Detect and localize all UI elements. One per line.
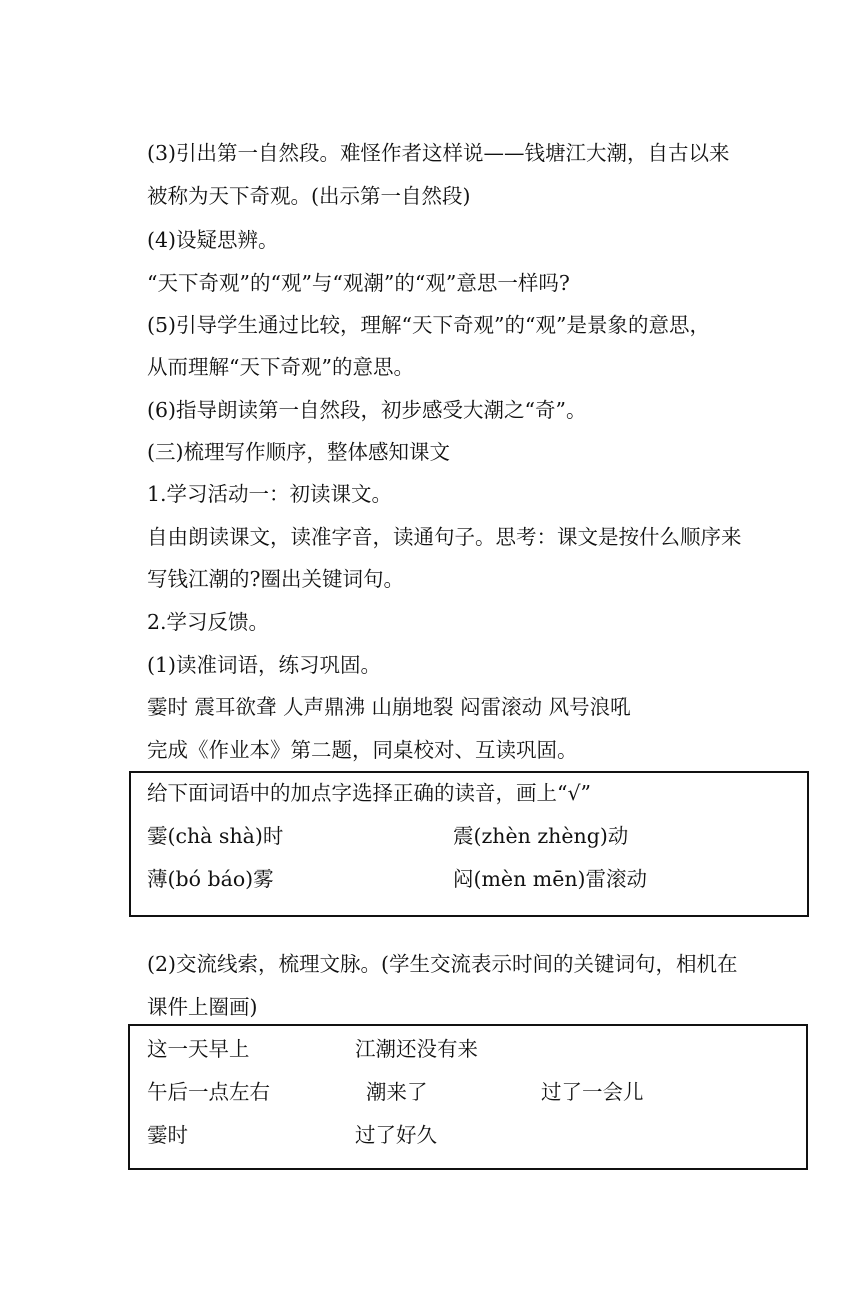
time-clue: 过了一会儿 — [541, 1080, 644, 1104]
exercise-title: 给下面词语中的加点字选择正确的读音，画上“√” — [147, 781, 592, 805]
paragraph-line: 2.学习反馈。 — [147, 610, 270, 634]
paragraph-line: (2)交流线索，梳理文脉。(学生交流表示时间的关键词句，相机在 — [147, 952, 738, 976]
paragraph-line: 课件上圈画) — [147, 995, 258, 1019]
time-clue: 潮来了 — [366, 1080, 428, 1104]
paragraph-line: (5)引导学生通过比较，理解“天下奇观”的“观”是景象的意思， — [147, 313, 710, 337]
paragraph-line: 写钱江潮的?圈出关键词句。 — [147, 567, 404, 591]
paragraph-line: (3)引出第一自然段。难怪作者这样说——钱塘江大潮，自古以来 — [147, 141, 730, 165]
paragraph-line: 从而理解“天下奇观”的意思。 — [147, 355, 414, 379]
time-clue: 过了好久 — [355, 1123, 437, 1147]
section-heading: (三)梳理写作顺序，整体感知课文 — [147, 440, 450, 464]
word-list: 霎时 震耳欲聋 人声鼎沸 山崩地裂 闷雷滚动 风号浪吼 — [147, 695, 631, 719]
time-clue: 这一天早上 — [147, 1037, 250, 1061]
paragraph-line: 完成《作业本》第二题，同桌校对、互读巩固。 — [147, 738, 578, 762]
paragraph-line: (4)设疑思辨。 — [147, 228, 279, 252]
exercise-item: 闷(mèn mēn)雷滚动 — [453, 867, 648, 891]
paragraph-line: 被称为天下奇观。(出示第一自然段) — [147, 184, 471, 208]
paragraph-line: 1.学习活动一：初读课文。 — [147, 482, 393, 506]
exercise-item: 薄(bó báo)雾 — [147, 867, 274, 891]
paragraph-line: (6)指导朗读第一自然段，初步感受大潮之“奇”。 — [147, 398, 587, 422]
paragraph-line: (1)读准词语，练习巩固。 — [147, 653, 382, 677]
time-clue: 午后一点左右 — [147, 1080, 270, 1104]
exercise-item: 霎(chà shà)时 — [147, 824, 284, 848]
time-clue: 江潮还没有来 — [355, 1037, 478, 1061]
time-clue: 霎时 — [147, 1123, 188, 1147]
paragraph-line: “天下奇观”的“观”与“观潮”的“观”意思一样吗? — [147, 271, 570, 295]
time-clues-box — [128, 1024, 808, 1170]
pronunciation-exercise-box — [129, 771, 809, 917]
paragraph-line: 自由朗读课文，读准字音，读通句子。思考：课文是按什么顺序来 — [147, 525, 742, 549]
exercise-item: 震(zhèn zhèng)动 — [453, 824, 629, 848]
